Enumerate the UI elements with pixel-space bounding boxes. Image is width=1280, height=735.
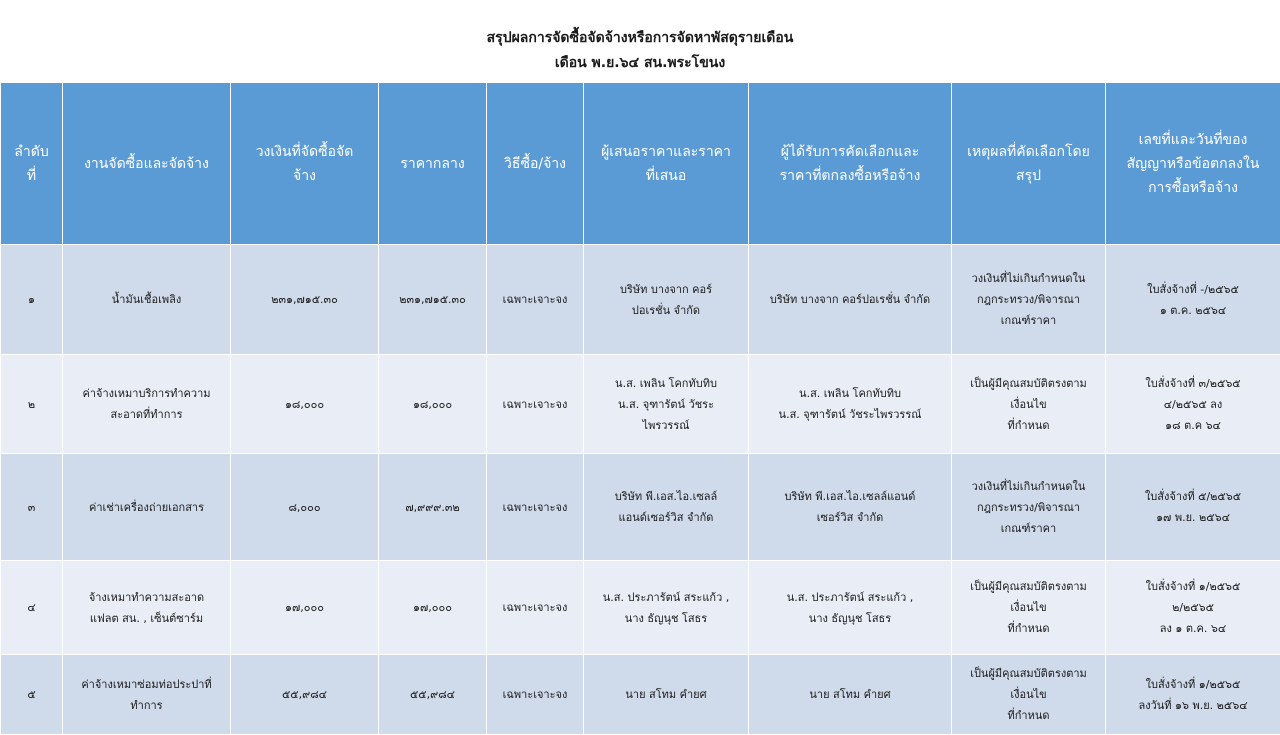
cell-budget: ๘,๐๐๐ — [231, 454, 379, 561]
header-reason: เหตุผลที่คัดเลือกโดย สรุป — [952, 83, 1106, 245]
cell-contract: ใบสั่งจ้างที่ ๓/๒๕๖๕ ๔/๒๕๖๕ ลง ๑๘ ต.ค ๖๔ — [1106, 355, 1280, 454]
cell-reason: เป็นผู้มีคุณสมบัติตรงตาม เงื่อนไข ที่กำหนด — [952, 655, 1106, 735]
cell-item: ค่าเช่าเครื่องถ่ายเอกสาร — [63, 454, 231, 561]
cell-reason: เป็นผู้มีคุณสมบัติตรงตาม เงื่อนไข ที่กำหนด — [952, 561, 1106, 655]
cell-median-price: ๗,๙๙๙.๓๒ — [379, 454, 487, 561]
cell-median-price: ๑๗,๐๐๐ — [379, 561, 487, 655]
cell-selected: น.ส. ประภารัตน์ สระแก้ว , นาง ธัญนุช โสธร — [749, 561, 952, 655]
cell-reason: วงเงินที่ไม่เกินกำหนดใน กฎกระทรวง/พิจารณา เกณฑ์ราคา — [952, 454, 1106, 561]
cell-no: ๓ — [1, 454, 63, 561]
cell-reason: วงเงินที่ไม่เกินกำหนดใน กฎกระทรวง/พิจารณา เกณฑ์ราคา — [952, 245, 1106, 355]
header-median-price: ราคากลาง — [379, 83, 487, 245]
cell-selected: บริษัท บางจาก คอร์ปอเรชั่น จำกัด — [749, 245, 952, 355]
cell-contract: ใบสั่งจ้างที่ ๕/๒๕๖๕ ๑๗ พ.ย. ๒๕๖๔ — [1106, 454, 1280, 561]
cell-budget: ๑๗,๐๐๐ — [231, 561, 379, 655]
table-row — [1, 655, 1280, 735]
cell-bidders: น.ส. เพลิน โคกทับทิบ น.ส. จุฑารัตน์ วัชระ ไพรวรรณ์ — [584, 355, 749, 454]
cell-median-price: ๑๘,๐๐๐ — [379, 355, 487, 454]
cell-item: ค่าจ้างเหมาซ่อมท่อประปาที่ ทำการ — [63, 655, 231, 735]
header-selected: ผู้ได้รับการคัดเลือกและ ราคาที่ตกลงซื้อหรือจ้าง — [749, 83, 952, 245]
report-title — [0, 26, 1280, 76]
table-row — [1, 245, 1280, 355]
cell-selected: น.ส. เพลิน โคกทับทิบ น.ส. จุฑารัตน์ วัชระไพรวรรณ์ — [749, 355, 952, 454]
report-title-line-2: เดือน พ.ย.๖๔ สน.พระโขนง — [0, 51, 1280, 76]
table-row — [1, 355, 1280, 454]
table-header-row — [1, 83, 1280, 245]
cell-no: ๑ — [1, 245, 63, 355]
cell-contract: ใบสั่งจ้างที่ ๑/๒๕๖๕ ๒/๒๕๖๕ ลง ๑ ต.ค. ๖๔ — [1106, 561, 1280, 655]
cell-median-price: ๕๕,๙๘๔ — [379, 655, 487, 735]
cell-budget: ๑๘,๐๐๐ — [231, 355, 379, 454]
procurement-summary-table — [0, 82, 1280, 735]
cell-median-price: ๒๓๑,๗๑๕.๓๐ — [379, 245, 487, 355]
cell-method: เฉพาะเจาะจง — [487, 561, 584, 655]
cell-no: ๕ — [1, 655, 63, 735]
table-row — [1, 454, 1280, 561]
table-row — [1, 561, 1280, 655]
cell-budget: ๒๓๑,๗๑๕.๓๐ — [231, 245, 379, 355]
cell-bidders: น.ส. ประภารัตน์ สระแก้ว , นาง ธัญนุช โสธร — [584, 561, 749, 655]
cell-budget: ๕๕,๙๘๔ — [231, 655, 379, 735]
cell-contract: ใบสั่งจ้างที่ -/๒๕๖๕ ๑ ต.ค. ๒๕๖๔ — [1106, 245, 1280, 355]
cell-no: ๔ — [1, 561, 63, 655]
cell-bidders: บริษัท พี.เอส.ไอ.เซลล์ แอนด์เซอร์วิส จำกัด — [584, 454, 749, 561]
cell-item: น้ำมันเชื้อเพลิง — [63, 245, 231, 355]
cell-contract: ใบสั่งจ้างที่ ๑/๒๕๖๕ ลงวันที่ ๑๖ พ.ย. ๒๕๖๔ — [1106, 655, 1280, 735]
cell-bidders: นาย สโทม คำยศ — [584, 655, 749, 735]
header-item: งานจัดซื้อและจัดจ้าง — [63, 83, 231, 245]
header-method: วิธีซื้อ/จ้าง — [487, 83, 584, 245]
cell-item: จ้างเหมาทำความสะอาด แฟลต สน. , เซ็นต์ซาร์ม — [63, 561, 231, 655]
header-contract: เลขที่และวันที่ของ สัญญาหรือข้อตกลงใน การซื้อหรือจ้าง — [1106, 83, 1280, 245]
cell-item: ค่าจ้างเหมาบริการทำความ สะอาดที่ทำการ — [63, 355, 231, 454]
cell-selected: นาย สโทม คำยศ — [749, 655, 952, 735]
header-bidders: ผู้เสนอราคาและราคา ที่เสนอ — [584, 83, 749, 245]
cell-bidders: บริษัท บางจาก คอร์ ปอเรชั่น จำกัด — [584, 245, 749, 355]
cell-method: เฉพาะเจาะจง — [487, 245, 584, 355]
header-budget: วงเงินที่จัดซื้อจัด จ้าง — [231, 83, 379, 245]
cell-method: เฉพาะเจาะจง — [487, 355, 584, 454]
report-title-line-1: สรุปผลการจัดซื้อจัดจ้างหรือการจัดหาพัสดุรายเดือน — [0, 26, 1280, 51]
header-no: ลำดับ ที่ — [1, 83, 63, 245]
cell-reason: เป็นผู้มีคุณสมบัติตรงตาม เงื่อนไข ที่กำหนด — [952, 355, 1106, 454]
cell-method: เฉพาะเจาะจง — [487, 454, 584, 561]
cell-selected: บริษัท พี.เอส.ไอ.เซลล์แอนด์ เซอร์วิส จำกัด — [749, 454, 952, 561]
cell-no: ๒ — [1, 355, 63, 454]
cell-method: เฉพาะเจาะจง — [487, 655, 584, 735]
